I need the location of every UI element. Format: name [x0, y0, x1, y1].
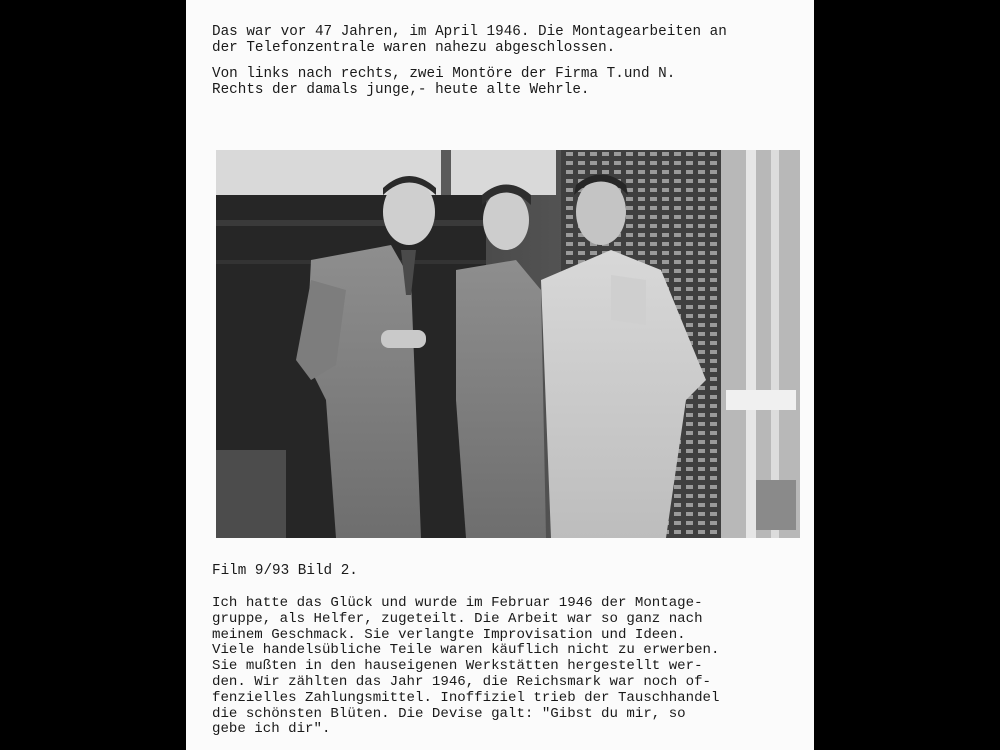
story-line: den. Wir zählten das Jahr 1946, die Reichsmark war noch of- [212, 673, 711, 690]
photo-cabinet-rail [216, 220, 486, 226]
story-paragraph [212, 596, 804, 738]
photo-exchange-rack [756, 480, 796, 530]
story-line: Sie mußten in den hauseigenen Werkstätten hergestellt wer- [212, 658, 703, 675]
photo-exchange-rack [726, 390, 796, 410]
intro-paragraph [212, 24, 804, 98]
story-line: Ich hatte das Glück und wurde im Februar 1946 der Montage- [212, 595, 703, 611]
story-line: die schönsten Blüten. Die Devise galt: "Gibst du mir, so [212, 705, 686, 722]
story-line: meinem Geschmack. Sie verlangte Improvisation und Ideen. [212, 626, 686, 643]
historical-photo [216, 150, 800, 538]
photo-illustration [216, 150, 800, 538]
caption-text: Film 9/93 Bild 2. [212, 563, 358, 579]
photo-box [216, 450, 286, 538]
photo-ceiling-pipe [441, 150, 451, 200]
photo-exchange-rack [771, 150, 779, 538]
story-line: gebe ich dir". [212, 721, 331, 738]
intro-line: Das war vor 47 Jahren, im April 1946. Die Montagearbeiten an [212, 24, 727, 40]
document-page [186, 0, 814, 750]
paragraph-gap [212, 56, 804, 66]
story-line: gruppe, als Helfer, zugeteilt. Die Arbeit war so ganz nach [212, 610, 703, 627]
story-line: Viele handelsübliche Teile waren käuflich nicht zu erwerben. [212, 642, 720, 659]
intro-line: Von links nach rechts, zwei Montöre der Firma T.und N. [212, 66, 676, 82]
photo-exchange-frame [721, 150, 800, 538]
story-line: fenzielles Zahlungsmittel. Inoffiziel trieb der Tauschhandel [212, 689, 720, 706]
intro-line: Rechts der damals junge,- heute alte Wehrle. [212, 82, 590, 98]
photo-caption [212, 563, 804, 579]
intro-line: der Telefonzentrale waren nahezu abgeschlossen. [212, 40, 616, 56]
photo-exchange-rack [746, 150, 756, 538]
